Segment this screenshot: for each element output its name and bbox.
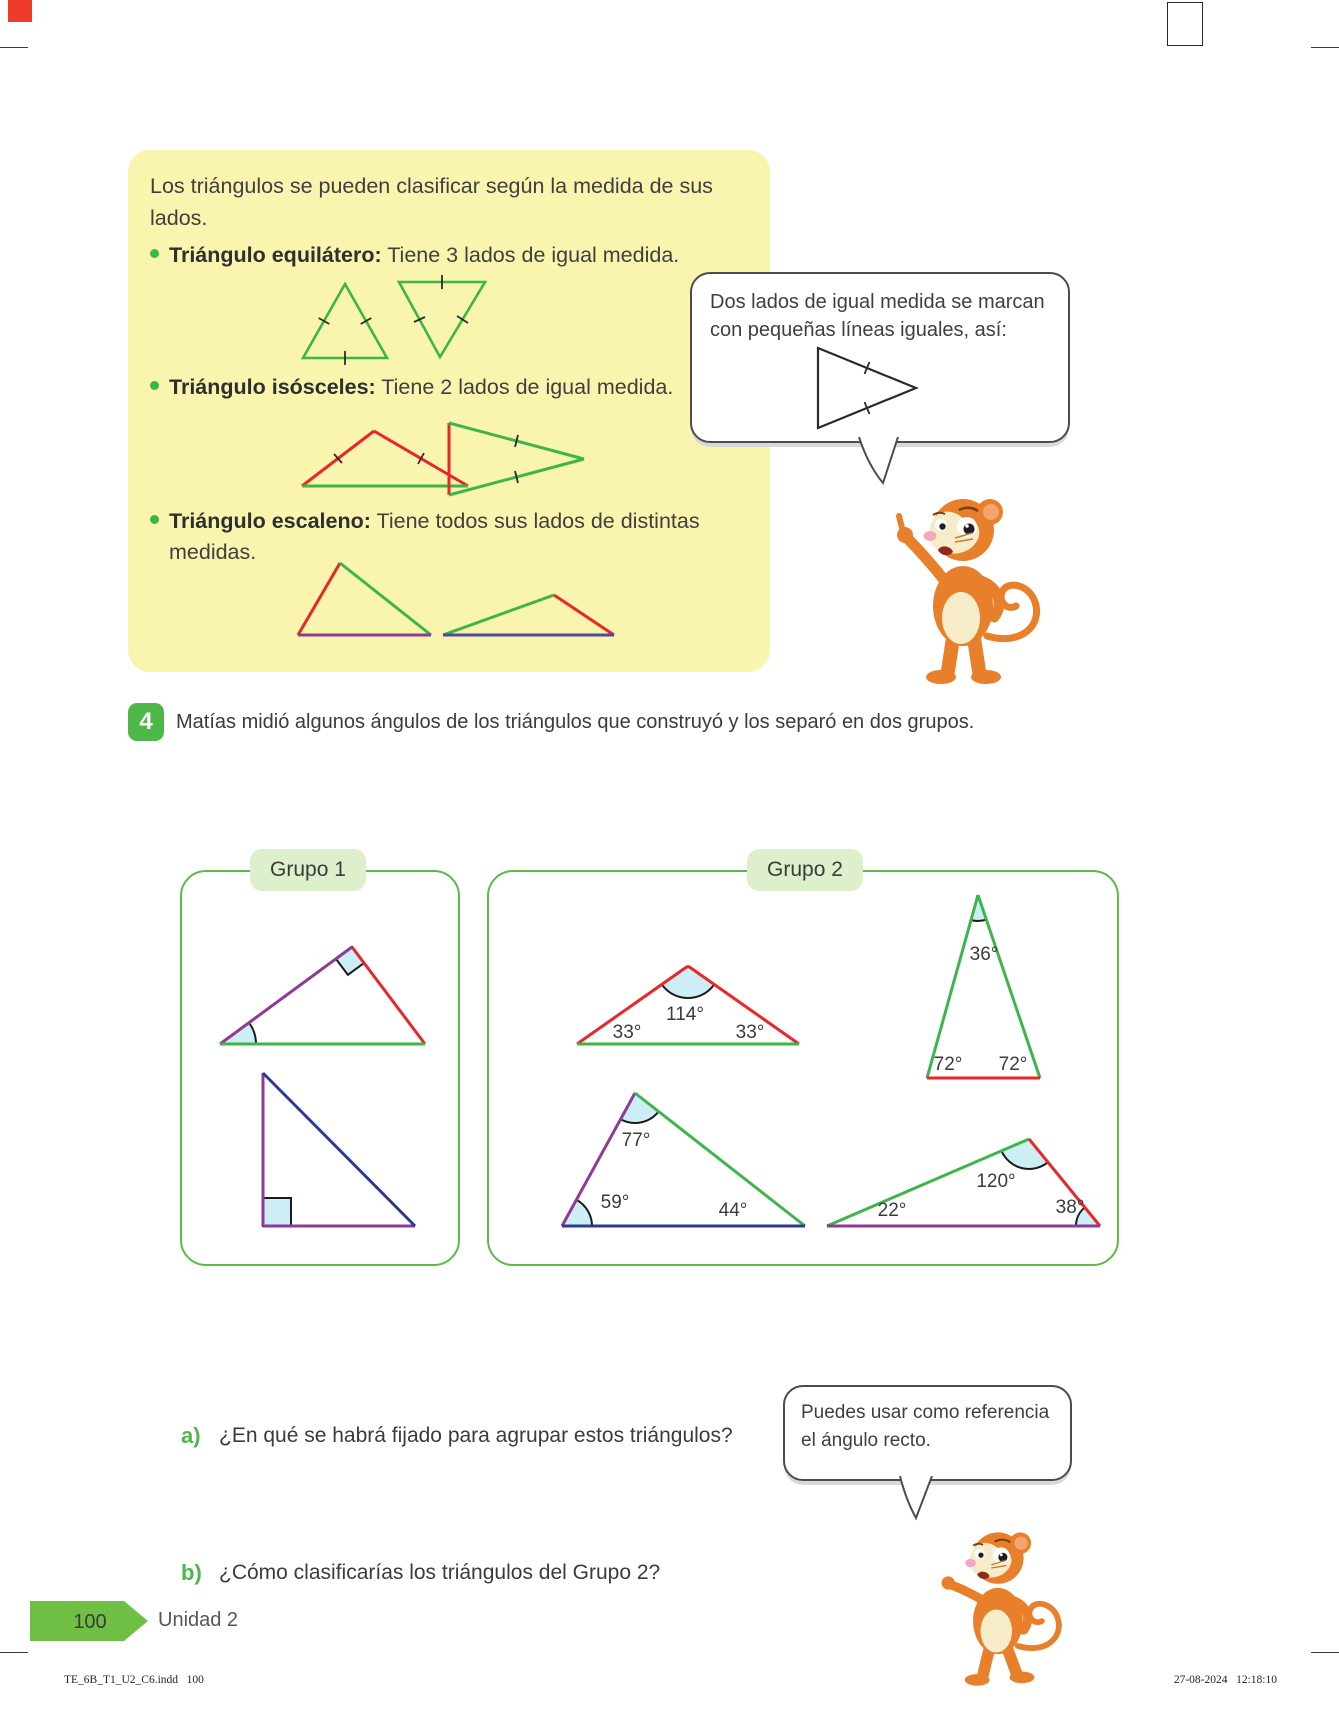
angle-label: 59° bbox=[600, 1192, 630, 1213]
crop-mark-top-left bbox=[0, 47, 28, 48]
bullet-isosceles-text bbox=[169, 372, 673, 403]
bullet-desc: Tiene 2 lados de igual medida. bbox=[375, 375, 674, 399]
concept-intro: Los triángulos se pueden clasificar según la medida de sus lados. bbox=[150, 174, 713, 231]
tick-marks-triangle-icon bbox=[810, 340, 925, 435]
group1-triangle-2 bbox=[255, 1065, 425, 1235]
exercise-statement: Matías midió algunos ángulos de los triángulos que construyó y los separó en dos grupos. bbox=[176, 711, 975, 733]
bullet-equilatero-text bbox=[169, 240, 679, 271]
angle-arc-icon bbox=[562, 1200, 592, 1226]
crop-mark-bottom-left bbox=[0, 1652, 28, 1653]
print-datetime: 27-08-2024 12:18:10 bbox=[1173, 1674, 1277, 1686]
group2-triangle-2 bbox=[920, 888, 1046, 1086]
question-b-letter: b) bbox=[181, 1560, 202, 1585]
exercise-number: 4 bbox=[139, 708, 153, 735]
triangle-isosceles-2 bbox=[441, 416, 591, 502]
group1-label: Grupo 1 bbox=[250, 849, 366, 891]
angle-label: 38° bbox=[1055, 1197, 1085, 1218]
speech-bubble-hint bbox=[783, 1385, 1072, 1481]
bullet-escaleno bbox=[150, 506, 730, 568]
angle-label: 44° bbox=[718, 1200, 748, 1221]
triangle-escaleno-2 bbox=[437, 588, 622, 643]
triangle-equilateral-1 bbox=[295, 278, 395, 368]
speech-bubble-text: Puedes usar como referencia el ángulo recto. bbox=[801, 1402, 1050, 1451]
bullet-desc: Tiene todos sus lados de distintas medidas. bbox=[169, 509, 700, 565]
bullet-term: Triángulo isósceles: bbox=[169, 375, 376, 399]
question-b-text: ¿Cómo clasificarías los triángulos del Grupo 2? bbox=[219, 1561, 661, 1584]
group2-triangle-3 bbox=[555, 1086, 815, 1236]
monkey-mascot bbox=[875, 478, 1050, 688]
bullet-icon bbox=[150, 381, 159, 390]
angle-label: 72° bbox=[933, 1054, 963, 1075]
group2-label: Grupo 2 bbox=[747, 849, 863, 891]
question-a-text: ¿En qué se habrá fijado para agrupar estos triángulos? bbox=[219, 1424, 733, 1447]
print-mark-rect bbox=[1167, 2, 1203, 46]
bullet-isosceles bbox=[150, 372, 770, 403]
angle-label: 114° bbox=[666, 1004, 704, 1025]
bullet-icon bbox=[150, 249, 159, 258]
bullet-equilatero bbox=[150, 240, 770, 271]
bullet-term: Triángulo escaleno: bbox=[169, 509, 371, 533]
triangle-equilateral-2 bbox=[392, 272, 492, 364]
angle-label: 36° bbox=[969, 944, 999, 965]
crop-mark-top-right bbox=[1311, 47, 1339, 48]
print-mark-red-square bbox=[8, 0, 32, 22]
print-file-label: TE_6B_T1_U2_C6.indd 100 bbox=[64, 1674, 204, 1686]
bullet-icon bbox=[150, 515, 159, 524]
angle-label: 120° bbox=[976, 1171, 1016, 1192]
crop-mark-bottom-right bbox=[1311, 1652, 1339, 1653]
page-number-banner bbox=[30, 1601, 148, 1641]
angle-label: 33° bbox=[735, 1022, 765, 1043]
angle-label: 72° bbox=[998, 1054, 1028, 1075]
bullet-escaleno-text bbox=[169, 506, 714, 568]
angle-label: 33° bbox=[612, 1022, 642, 1043]
equal-ticks-icon bbox=[334, 453, 424, 464]
bullet-desc: Tiene 3 lados de igual medida. bbox=[381, 243, 680, 267]
group2-triangle-1 bbox=[570, 958, 806, 1054]
bullet-term: Triángulo equilátero: bbox=[169, 243, 382, 267]
group1-triangle-1 bbox=[215, 942, 437, 1054]
speech-bubble-text: Dos lados de igual medida se marcan con pequeñas líneas iguales, así: bbox=[710, 291, 1045, 341]
angle-label: 22° bbox=[877, 1200, 907, 1221]
exercise-number-badge bbox=[128, 703, 164, 741]
right-angle-icon bbox=[336, 947, 364, 975]
question-a-letter: a) bbox=[181, 1423, 201, 1448]
right-angle-icon bbox=[263, 1198, 291, 1226]
group2-triangle-4 bbox=[820, 1132, 1112, 1234]
angle-label: 77° bbox=[621, 1130, 651, 1151]
unit-label: Unidad 2 bbox=[158, 1609, 239, 1631]
page-number: 100 bbox=[73, 1611, 107, 1633]
triangle-escaleno-1 bbox=[292, 556, 437, 642]
monkey-mascot bbox=[925, 1502, 1070, 1702]
